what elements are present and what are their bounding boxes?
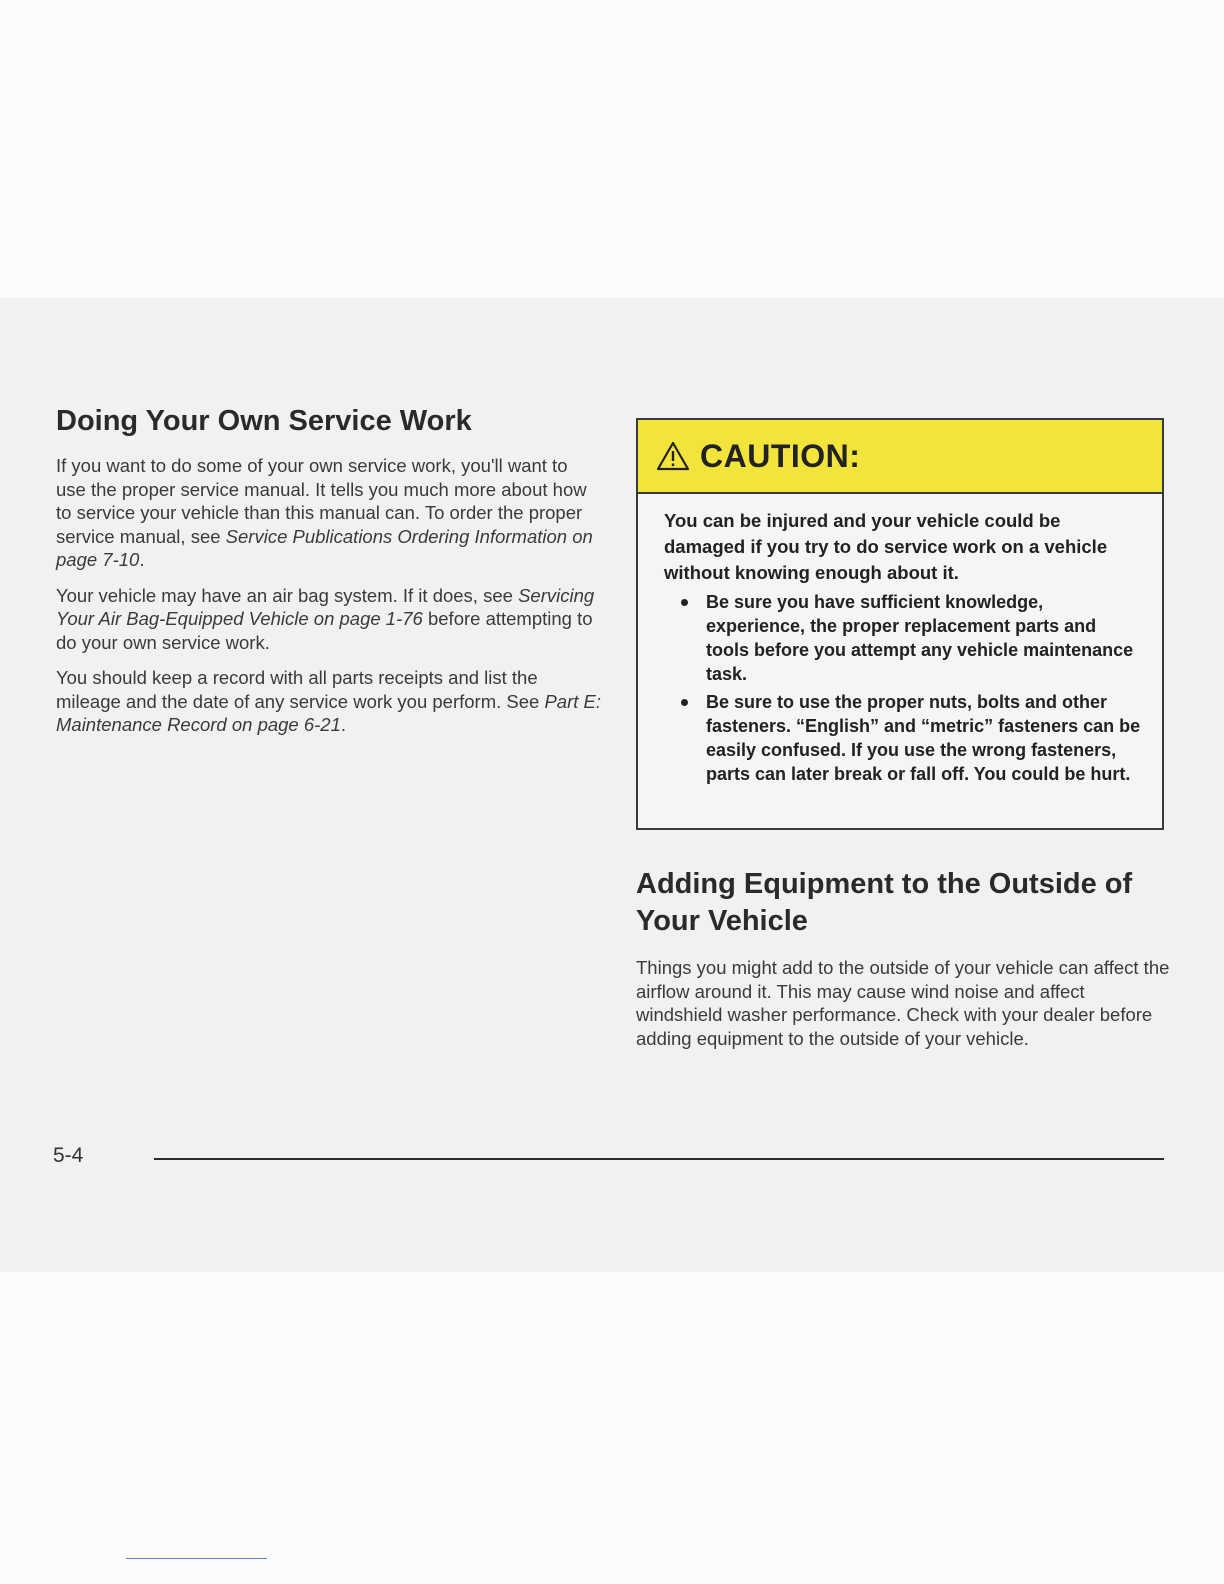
paragraph-text: before attempting to do your own service work. (56, 608, 593, 653)
paragraph-text: If you want to do some of your own service work, you'll want to use the proper service manual. It tells you much more about how to service your vehicle than this manual can. To order the proper service manual, see (56, 455, 587, 547)
caution-list-item (664, 590, 1142, 686)
paragraph-text: You should keep a record with all parts receipts and list the mileage and the date of any service work you perform. See (56, 667, 545, 712)
paragraph-adding-equipment: Things you might add to the outside of your vehicle can affect the airflow around it. This may cause wind noise and affect windshield washer performance. Check with your dealer before adding equipment to the outside of your vehicle. (636, 957, 1170, 1049)
caution-item-text: Be sure you have sufficient knowledge, experience, the proper replacement parts and tools before you attempt any vehicle maintenance task. (706, 592, 1134, 684)
right-section (636, 866, 1170, 1050)
paragraph-text: Your vehicle may have an air bag system. If it does, see (56, 584, 519, 606)
caution-intro: You can be injured and your vehicle could be damaged if you try to do service work on a vehicle without knowing enough about it. (664, 510, 1108, 583)
cross-reference-link[interactable]: Service Publications Ordering Information on page 7-10 (56, 525, 593, 570)
paragraph-service-manual (56, 454, 601, 572)
paragraph-record (56, 666, 601, 737)
paragraph-air-bag (56, 584, 601, 655)
caution-item-text: Be sure to use the proper nuts, bolts and other fasteners. “English” and “metric” fasteners can be easily confused. If you use the wrong fasteners, parts can later break or fall off. You could be hurt. (706, 692, 1141, 784)
section-title-adding-equipment: Adding Equipment to the Outside of Your Vehicle (636, 868, 1133, 937)
page-number: 5-4 (53, 1144, 84, 1167)
warning-triangle-icon (656, 441, 690, 471)
caution-box (636, 418, 1164, 830)
caution-list-item (664, 690, 1142, 786)
bullet-icon (681, 699, 688, 706)
bottom-divider (126, 1558, 267, 1559)
paragraph-text: . (340, 714, 347, 735)
caution-list (664, 590, 1142, 786)
left-column (56, 402, 601, 749)
paragraph-text: . (139, 549, 145, 570)
footer-divider (154, 1158, 1164, 1160)
caution-body (638, 494, 1162, 786)
caution-title: CAUTION: (700, 437, 861, 474)
cross-reference-link[interactable]: Servicing Your Air Bag-Equipped Vehicle on page 1-76 (56, 584, 595, 629)
section-title-service-work: Doing Your Own Service Work (56, 405, 472, 437)
bullet-icon (681, 599, 688, 606)
cross-reference-link[interactable]: Part E: Maintenance Record on page 6-21 (56, 690, 602, 735)
caution-header (638, 420, 1162, 494)
